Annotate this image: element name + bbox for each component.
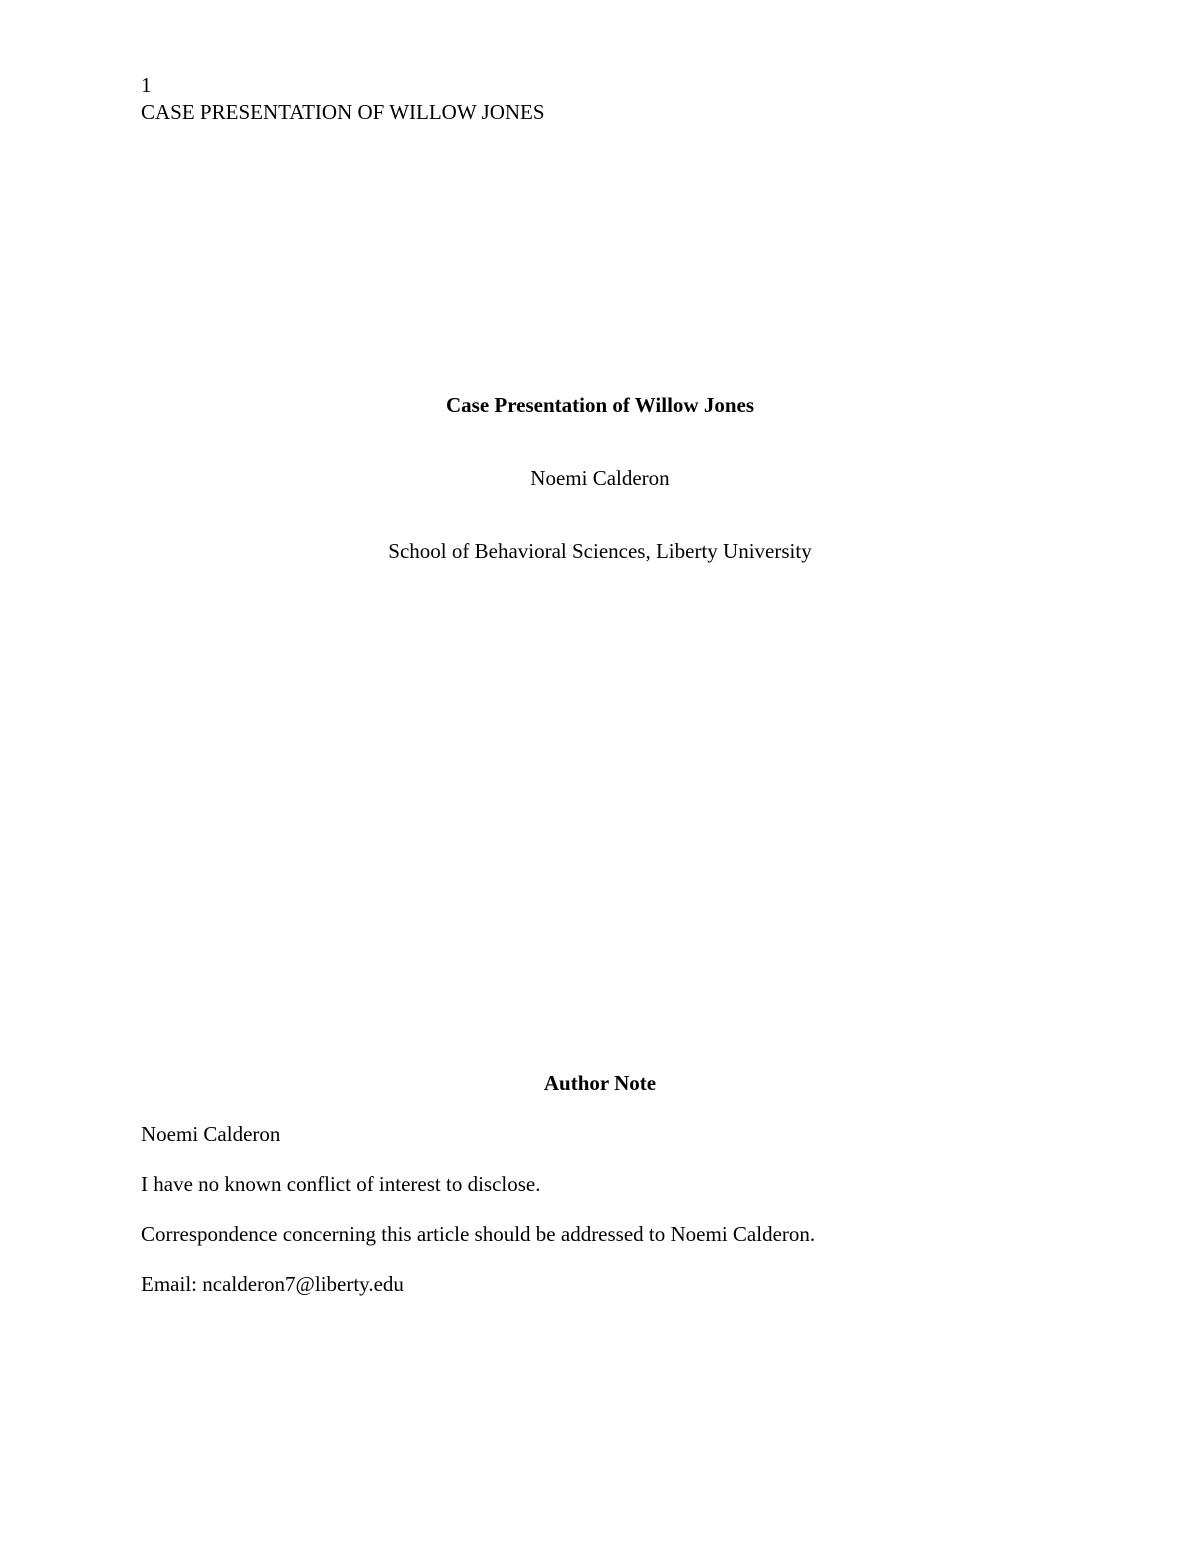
author-note-heading: Author Note: [543, 1071, 657, 1095]
title-block: [0, 390, 1200, 566]
correspondence-statement: Correspondence concerning this article should be addressed to Noemi Calderon.: [141, 1222, 816, 1246]
conflict-of-interest-statement: I have no known conflict of interest to disclose.: [141, 1172, 541, 1196]
page-header: [141, 72, 545, 126]
author-affiliation: School of Behavioral Sciences, Liberty University: [388, 539, 812, 563]
running-head: CASE PRESENTATION OF WILLOW JONES: [141, 100, 545, 124]
contact-email: Email: ncalderon7@liberty.edu: [141, 1272, 404, 1296]
author-note-name: Noemi Calderon: [141, 1122, 281, 1146]
author-note-body: [141, 1119, 815, 1319]
paper-title: Case Presentation of Willow Jones: [446, 393, 754, 417]
page-number: 1: [141, 73, 152, 97]
author-name: Noemi Calderon: [530, 466, 670, 490]
